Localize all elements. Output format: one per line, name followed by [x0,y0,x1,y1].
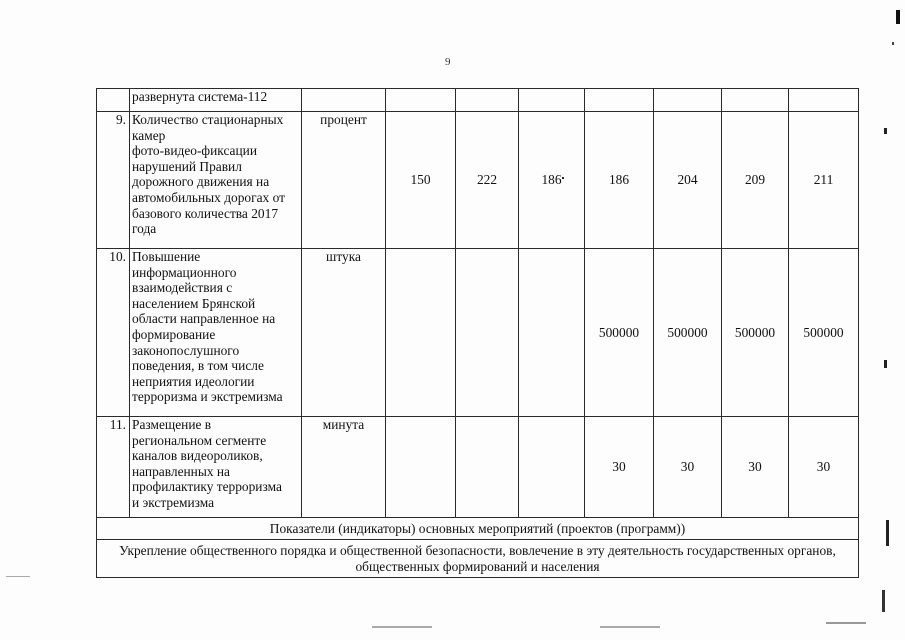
scan-mark [892,42,894,45]
value-cell [519,417,585,518]
value-cell: 222 [456,112,519,249]
table-row [97,417,859,518]
value-cell: 186 [585,112,654,249]
scan-mark [896,10,900,24]
indicator-name-line: фото-видео-фиксации [132,143,257,159]
value-cell [386,417,456,518]
scan-mark [600,626,660,628]
indicator-name-line: области направленное на [132,311,276,327]
indicator-name-line: камер [132,127,166,143]
indicator-name-line: года [132,221,157,237]
indicator-name-line: региональном сегменте [132,432,267,448]
value-cell [519,249,585,417]
value-cell: 150 [386,112,456,249]
indicator-name-line: формирование [132,326,216,342]
section-title: Укрепление общественного порядка и общественной безопасности, вовлечение в эту деятельность государственных органов, общественных формирований и населения [97,540,859,578]
indicator-name [130,417,302,518]
value-cell: 30 [789,417,859,518]
section-title-row [97,540,859,578]
indicator-name-line: терроризма и экстремизма [132,389,283,405]
row-number: 10. [97,249,130,417]
unit-cell: процент [302,112,386,249]
scan-mark [884,128,887,134]
value-cell: 500000 [789,249,859,417]
value-cell [456,249,519,417]
unit-cell [302,89,386,112]
indicator-name [130,89,302,112]
indicator-name-line: профилактику терроризма [132,479,282,495]
scan-mark [372,626,432,628]
table-row [97,112,859,249]
value-cell [456,89,519,112]
unit-cell: минута [302,417,386,518]
indicator-name-line: Повышение [132,249,201,264]
value-cell: 204 [654,112,722,249]
indicator-name-line: развернута система-112 [132,89,268,104]
value-cell: 186 [519,112,585,249]
indicator-name-line: и экстремизма [132,494,215,510]
value-cell [789,89,859,112]
indicator-name-line: Количество стационарных [132,112,284,127]
indicators-table [96,88,859,578]
indicator-name-line: базового количества 2017 [132,205,279,221]
indicator-name-line: информационного [132,264,237,280]
scan-mark [886,520,889,546]
scan-mark [882,590,885,612]
value-cell: 500000 [722,249,789,417]
row-number [97,89,130,112]
value-cell [654,89,722,112]
unit-cell: штука [302,249,386,417]
indicator-name-line: неприятия идеологии [132,373,255,389]
indicator-name-line: Размещение в [132,417,212,432]
indicator-name-line: взаимодействия с [132,280,233,296]
value-cell: 30 [585,417,654,518]
value-cell: 211 [789,112,859,249]
row-number: 11. [97,417,130,518]
indicator-name-line: нарушений Правил [132,158,242,174]
value-cell [585,89,654,112]
indicator-name-line: поведения, в том числе [132,358,264,374]
indicator-name-line: населением Брянской [132,295,256,311]
value-cell [519,89,585,112]
value-cell [386,89,456,112]
value-cell [722,89,789,112]
indicator-name-line: каналов видеороликов, [132,448,263,464]
value-cell: 30 [722,417,789,518]
scan-mark [826,622,866,624]
page-number: 9 [445,56,451,68]
value-cell [386,249,456,417]
value-cell: 500000 [585,249,654,417]
row-number: 9. [97,112,130,249]
value-cell: 30 [654,417,722,518]
indicator-name [130,249,302,417]
scan-mark [884,360,887,368]
value-cell: 500000 [654,249,722,417]
indicator-name-line: направленных на [132,463,230,479]
value-cell: 209 [722,112,789,249]
section-header-row [97,518,859,540]
section-header: Показатели (индикаторы) основных мероприятий (проектов (программ)) [97,518,859,540]
indicator-name [130,112,302,249]
value-cell [456,417,519,518]
scan-mark [562,177,564,179]
indicator-name-line: дорожного движения на [132,174,270,190]
table-row [97,89,859,112]
scan-mark [6,576,30,577]
table-row [97,249,859,417]
indicator-name-line: автомобильных дорогах от [132,189,285,205]
indicator-name-line: законопослушного [132,342,240,358]
